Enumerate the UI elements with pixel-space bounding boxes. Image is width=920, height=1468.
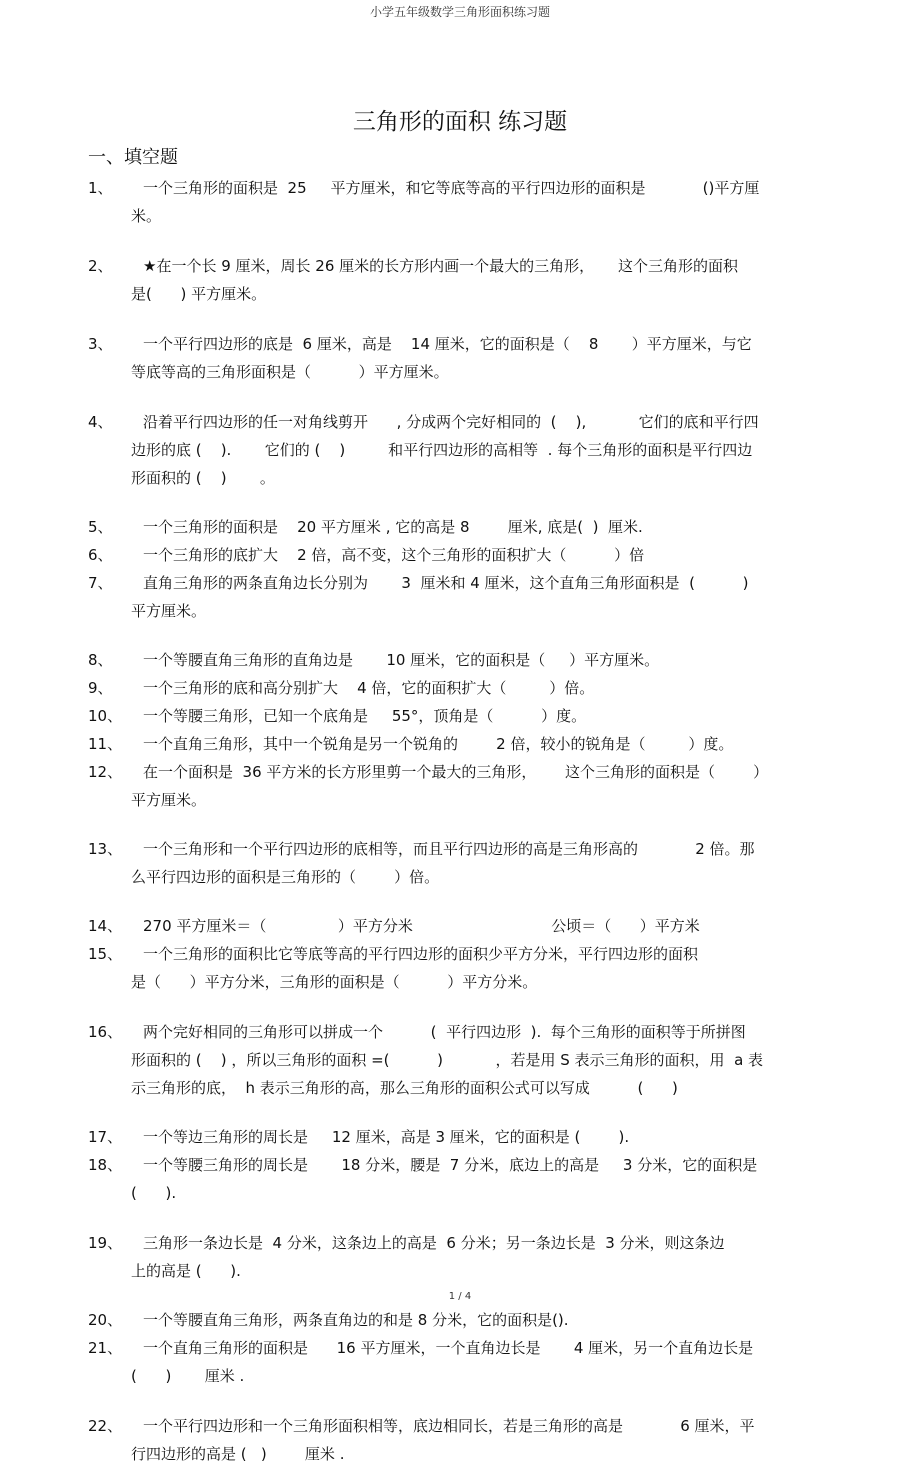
question-text-line: 一个三角形的面积比它等底等高的平行四边形的面积少平方分米，平行四边形的面积 (143, 945, 699, 963)
question-item (0, 1306, 920, 1334)
question-text-line: 示三角形的底， h 表示三角形的高，那么三角形的面积公式可以写成 ( ) (131, 1079, 678, 1097)
question-item (0, 702, 920, 730)
question-item (0, 646, 920, 674)
question-item (0, 1412, 920, 1468)
question-number: 21、 (88, 1339, 123, 1357)
question-text-line: 一个等腰直角三角形的直角边是 10 厘米，它的面积是（ ）平方厘米。 (143, 651, 660, 669)
question-text-line: 一个等腰三角形，已知一个底角是 55°，顶角是（ ）度。 (143, 707, 587, 725)
question-number: 7、 (88, 574, 113, 592)
question-text-line: 平方厘米。 (131, 602, 207, 620)
question-text-line: 一个直角三角形的面积是 16 平方厘米，一个直角边长是 4 厘米，另一个直角边长是 (143, 1339, 754, 1357)
question-number: 1、 (88, 179, 113, 197)
question-text-line: 平方厘米。 (131, 791, 207, 809)
question-text-line: 一个三角形的底扩大 2 倍，高不变，这个三角形的面积扩大（ ）倍 (143, 546, 645, 564)
question-item (0, 1229, 920, 1285)
page-title: 三角形的面积 练习题 (352, 109, 568, 135)
question-item (0, 1334, 920, 1390)
question-text-line: 一个三角形的面积是 20 平方厘米 , 它的高是 8 厘米, 底是( ) 厘米. (143, 518, 643, 536)
question-item (0, 940, 920, 996)
question-text-line: 在一个面积是 36 平方米的长方形里剪一个最大的三角形， 这个三角形的面积是（ ） (143, 763, 769, 781)
question-text-line: 行四边形的高是 ( ) 厘米 . (131, 1445, 345, 1463)
question-number: 5、 (88, 518, 113, 536)
question-text-line: 一个等边三角形的周长是 12 厘米，高是 3 厘米，它的面积是 ( ). (143, 1128, 630, 1146)
question-text-line: 一个平行四边形的底是 6 厘米，高是 14 厘米，它的面积是（ 8 ）平方厘米，与它 (143, 335, 752, 353)
question-item (0, 513, 920, 541)
question-item (0, 330, 920, 386)
question-number: 8、 (88, 651, 113, 669)
question-number: 19、 (88, 1234, 123, 1252)
question-number: 4、 (88, 413, 113, 431)
question-number: 17、 (88, 1128, 123, 1146)
question-text-line: 270 平方厘米＝（ ）平方分米 公顷＝（ ）平方米 (143, 917, 700, 935)
question-number: 2、 (88, 257, 113, 275)
question-text-line: 三角形一条边长是 4 分米，这条边上的高是 6 分米；另一条边长是 3 分米，则这条边 (143, 1234, 725, 1252)
question-number: 20、 (88, 1311, 123, 1329)
question-number: 10、 (88, 707, 123, 725)
question-text-line: 一个三角形和一个平行四边形的底相等，而且平行四边形的高是三角形高的 2 倍。那 (143, 840, 755, 858)
question-number: 15、 (88, 945, 123, 963)
question-text-line: 一个三角形的面积是 25 平方厘米，和它等底等高的平行四边形的面积是 ()平方厘 (143, 179, 760, 197)
question-item (0, 835, 920, 891)
question-item (0, 174, 920, 230)
question-item (0, 1151, 920, 1207)
question-item (0, 730, 920, 758)
question-text-line: 等底等高的三角形面积是（ ）平方厘米。 (131, 363, 449, 381)
question-text-line: 沿着平行四边形的任一对角线剪开 , 分成两个完好相同的 ( ), 它们的底和平行四 (143, 413, 759, 431)
question-number: 6、 (88, 546, 113, 564)
question-item (0, 1018, 920, 1102)
question-text-line: 两个完好相同的三角形可以拼成一个 ( 平行四边形 ). 每个三角形的面积等于所拼图 (143, 1023, 746, 1041)
question-text-line: 米。 (131, 207, 162, 225)
question-item (0, 408, 920, 492)
question-text-line: ( ). (131, 1184, 177, 1202)
question-text-line: 是（ ）平方分米，三角形的面积是（ ）平方分米。 (131, 973, 538, 991)
question-number: 9、 (88, 679, 113, 697)
question-text-line: 直角三角形的两条直角边长分别为 3 厘米和 4 厘米，这个直角三角形面积是 ( ) (143, 574, 749, 592)
question-number: 11、 (88, 735, 123, 753)
question-item (0, 541, 920, 569)
question-number: 14、 (88, 917, 123, 935)
question-item (0, 912, 920, 940)
question-text-line: 一个等腰三角形的周长是 18 分米，腰是 7 分米，底边上的高是 3 分米，它的面积是 (143, 1156, 758, 1174)
question-text-line: 形面积的 ( ) 。 (131, 469, 275, 487)
question-number: 16、 (88, 1023, 123, 1041)
question-number: 18、 (88, 1156, 123, 1174)
question-text-line: 一个三角形的底和高分别扩大 4 倍，它的面积扩大（ ）倍。 (143, 679, 595, 697)
question-item (0, 1123, 920, 1151)
question-text-line: 一个平行四边形和一个三角形面积相等，底边相同长，若是三角形的高是 6 厘米，平 (143, 1417, 755, 1435)
question-text-line: 上的高是 ( ). (131, 1262, 241, 1280)
question-text-line: 一个直角三角形，其中一个锐角是另一个锐角的 2 倍，较小的锐角是（ ）度。 (143, 735, 734, 753)
section-heading: 一、填空题 (88, 147, 178, 168)
question-number: 3、 (88, 335, 113, 353)
question-item (0, 674, 920, 702)
question-item (0, 252, 920, 308)
question-list (0, 174, 920, 1462)
question-item (0, 569, 920, 625)
question-text-line: ( ) 厘米 . (131, 1367, 245, 1385)
question-number: 12、 (88, 763, 123, 781)
question-text-line: 形面积的 ( ) ，所以三角形的面积 =( ) ，若是用 S 表示三角形的面积，用 a 表 (131, 1051, 764, 1069)
question-text-line: 边形的底 ( ). 它们的 ( ) 和平行四边形的高相等 . 每个三角形的面积是平行四边 (131, 441, 753, 459)
question-number: 22、 (88, 1417, 123, 1435)
question-text-line: ★在一个长 9 厘米，周长 26 厘米的长方形内画一个最大的三角形， 这个三角形的面积 (143, 257, 738, 275)
question-item (0, 758, 920, 814)
question-text-line: 一个等腰直角三角形，两条直角边的和是 8 分米，它的面积是(). (143, 1311, 569, 1329)
page-number: 1 / 4 (448, 1291, 472, 1302)
question-text-line: 是( ) 平方厘米。 (131, 285, 267, 303)
question-number: 13、 (88, 840, 123, 858)
page-header: 小学五年级数学三角形面积练习题 (369, 5, 550, 19)
question-text-line: 么平行四边形的面积是三角形的（ ）倍。 (131, 868, 440, 886)
